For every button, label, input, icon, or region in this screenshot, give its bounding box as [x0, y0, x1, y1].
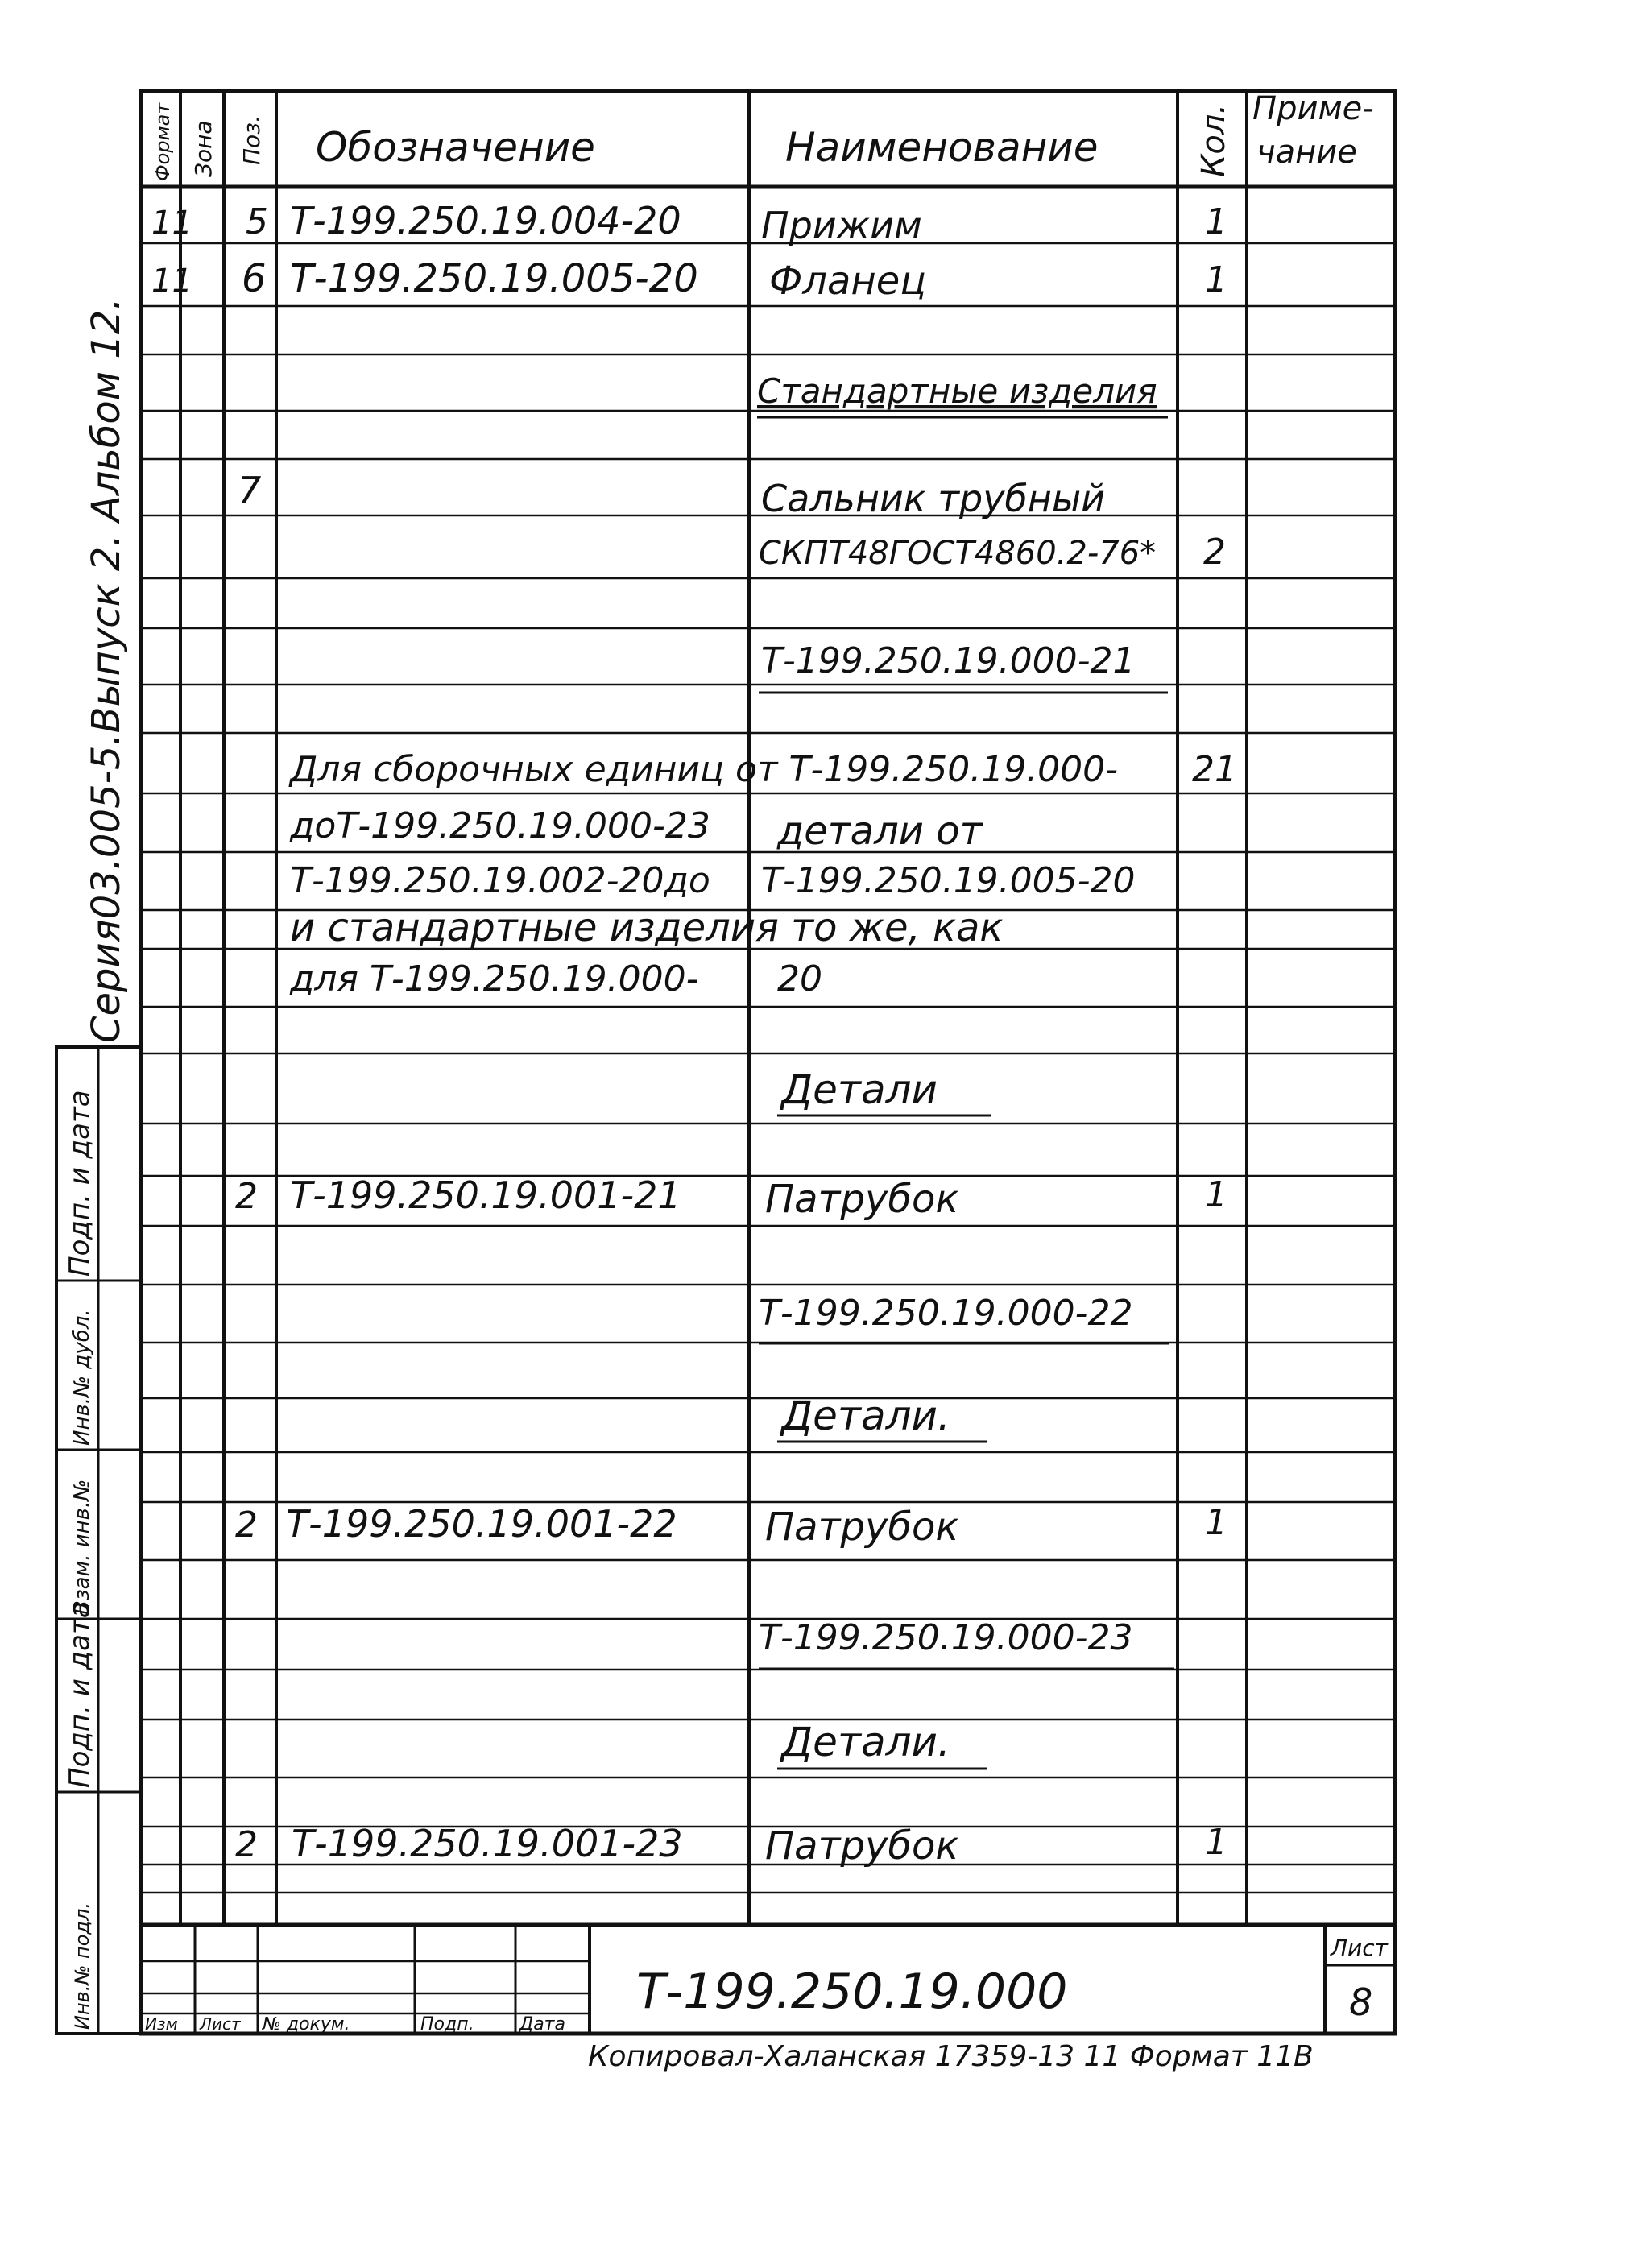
header-note-line1: Приме- [1252, 90, 1374, 127]
r1-designation: Т-199.250.19.004-20 [290, 199, 681, 242]
tb-date: Дата [519, 2014, 565, 2034]
r2-pos: 6 [242, 256, 267, 301]
r1-pos: 5 [246, 201, 268, 242]
r2-name: Фланец [769, 259, 926, 304]
header-zone: Зона [190, 120, 217, 177]
r5-qty: 2 [1203, 532, 1226, 573]
r15-name: Детали. [781, 1393, 950, 1439]
r16-name: Патрубок [765, 1504, 959, 1550]
r5-name: СКПТ48ГОСТ4860.2-76* [759, 535, 1157, 572]
r9-note-left: Т-199.250.19.002-20до [290, 860, 710, 901]
r13-qty: 1 [1205, 1174, 1227, 1215]
r19-qty: 1 [1205, 1822, 1227, 1863]
header-designation: Обозначение [316, 124, 595, 171]
r1-format: 11 [151, 205, 192, 242]
r17-name: Т-199.250.19.000-23 [759, 1617, 1133, 1658]
r2-format: 11 [151, 263, 192, 300]
tb-designation: Т-199.250.19.000 [636, 1964, 1068, 2020]
side-field-vzam-inv: Взам. инв.№ [70, 1479, 94, 1615]
tb-list: Лист [200, 2014, 241, 2034]
r13-designation: Т-199.250.19.001-21 [290, 1173, 681, 1217]
tb-sign: Подп. [420, 2014, 474, 2034]
r2-qty: 1 [1205, 259, 1227, 300]
r7-note-right: 21 [1192, 749, 1237, 790]
r8-note-left: доТ-199.250.19.000-23 [290, 805, 710, 846]
r18-name: Детали. [781, 1719, 950, 1765]
side-field-podp-data-1: Подп. и дата [64, 1090, 96, 1277]
tb-sheet-label: Лист [1331, 1935, 1388, 1961]
r4-pos: 7 [238, 469, 262, 512]
r1-qty: 1 [1205, 201, 1227, 242]
r13-pos: 2 [235, 1176, 258, 1217]
tb-izm: Изм [145, 2014, 178, 2034]
r16-designation: Т-199.250.19.001-22 [286, 1502, 677, 1546]
header-qty: Кол. [1195, 103, 1232, 177]
r11-note-right: 20 [777, 958, 822, 999]
side-field-inv-dubl: Инв.№ дубл. [70, 1309, 94, 1446]
header-name: Наименование [785, 124, 1099, 171]
header-format: Формат [151, 102, 174, 181]
tb-doc-no: № докум. [263, 2014, 350, 2034]
header-note-line2: чание [1256, 134, 1357, 171]
r6-name: Т-199.250.19.000-21 [761, 640, 1136, 681]
r3-name: Стандартные изделия [757, 371, 1157, 411]
side-field-inv-podl: Инв.№ подл. [71, 1902, 93, 2030]
r10-note: и стандартные изделия то же, как [290, 905, 1004, 950]
header-pos: Поз. [238, 115, 265, 165]
r19-designation: Т-199.250.19.001-23 [292, 1822, 683, 1865]
r4-name: Сальник трубный [761, 477, 1106, 520]
footer-copied-format: Копировал-Халанская 17359-13 11 Формат 11В [588, 2040, 1314, 2073]
r12-name: Детали [781, 1066, 938, 1113]
tb-sheet-number: 8 [1349, 1980, 1373, 2024]
r7-note-left: Для сборочных единиц от Т-199.250.19.000- [290, 749, 1119, 790]
side-field-podp-data-2: Подп. и дата [64, 1601, 96, 1788]
r2-designation: Т-199.250.19.005-20 [290, 256, 698, 301]
r14-name: Т-199.250.19.000-22 [759, 1293, 1133, 1334]
r8-note-right: детали от [777, 809, 983, 854]
r19-name: Патрубок [765, 1823, 959, 1869]
r16-pos: 2 [235, 1504, 258, 1546]
r16-qty: 1 [1205, 1502, 1227, 1543]
r9-note-right: Т-199.250.19.005-20 [761, 860, 1136, 901]
r11-note-left: для Т-199.250.19.000- [290, 958, 699, 999]
r13-name: Патрубок [765, 1177, 959, 1222]
r1-name: Прижим [761, 204, 922, 247]
r19-pos: 2 [235, 1824, 258, 1865]
side-series-label: Серия03.005-5.Выпуск 2. Альбом 12. [84, 297, 129, 1043]
